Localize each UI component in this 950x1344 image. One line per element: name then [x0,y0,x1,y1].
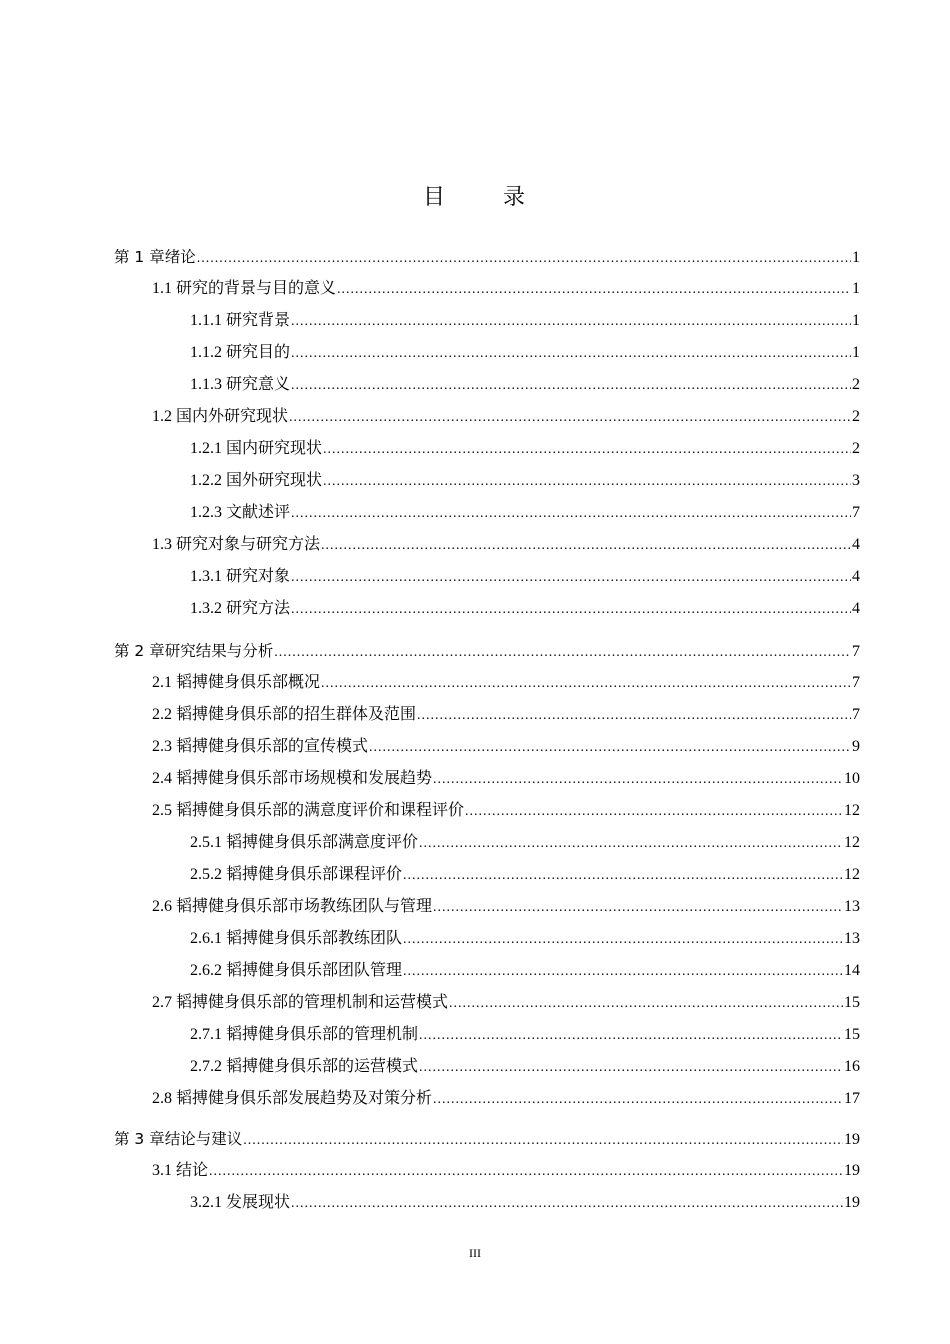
toc-entry-page: 12 [844,866,860,883]
toc-entry-title: 1.3.2 研究方法 [190,600,291,617]
toc-leader-dots [465,801,843,823]
toc-subsection-entry[interactable] [190,832,860,854]
toc-leader-dots [449,993,843,1015]
toc-entry-page: 2 [852,376,860,393]
toc-entry-title: 3.1 结论 [152,1162,209,1179]
toc-leader-dots [433,1089,843,1111]
toc-subsection-entry[interactable] [190,374,860,396]
toc-entry-page: 7 [852,504,860,521]
toc-section-entry[interactable] [152,736,860,758]
toc-entry-title: 1.2.3 文献述评 [190,504,291,521]
toc-section-entry[interactable] [152,406,860,428]
toc-entry-page: 2 [852,408,860,425]
toc-leader-dots [419,1025,843,1047]
toc-entry-title: 2.5 韬搏健身俱乐部的满意度评价和课程评价 [152,802,465,819]
toc-chapter-entry[interactable] [114,246,860,268]
toc-entry-page: 14 [844,962,860,979]
toc-entry-page: 16 [844,1058,860,1075]
toc-entry-page: 7 [852,643,860,660]
toc-entry-page: 10 [844,770,860,787]
toc-leader-dots [321,673,851,695]
toc-entry-page: 15 [844,1026,860,1043]
toc-entry-page: 13 [844,930,860,947]
toc-leader-dots [209,1161,843,1183]
toc-subsection-entry[interactable] [190,310,860,332]
toc-leader-dots [291,503,851,525]
toc-leader-dots [419,1057,843,1079]
toc-entry-page: 7 [852,674,860,691]
toc-section-entry[interactable] [152,278,860,300]
toc-leader-dots [417,705,851,727]
toc-entry-page: 4 [852,568,860,585]
toc-title [0,180,950,211]
toc-leader-dots [289,407,851,429]
toc-section-entry[interactable] [152,896,860,918]
toc-entry-page: 12 [844,802,860,819]
toc-entry-title: 2.2 韬搏健身俱乐部的招生群体及范围 [152,706,417,723]
toc-leader-dots [419,833,843,855]
toc-entry-title: 1.2 国内外研究现状 [152,408,289,425]
toc-entry-title: 3.2.1 发展现状 [190,1194,291,1211]
toc-leader-dots [291,599,851,621]
toc-entry-title: 2.6 韬搏健身俱乐部市场教练团队与管理 [152,898,433,915]
toc-title-char-1: 目 [422,184,447,209]
toc-entry-page: 7 [852,706,860,723]
toc-entry-title: 2.8 韬搏健身俱乐部发展趋势及对策分析 [152,1090,433,1107]
toc-subsection-entry[interactable] [190,438,860,460]
toc-section-entry[interactable] [152,534,860,556]
toc-entry-page: 3 [852,472,860,489]
toc-chapter-entry[interactable] [114,1128,860,1150]
toc-leader-dots [403,929,843,951]
toc-entry-page: 17 [844,1090,860,1107]
toc-subsection-entry[interactable] [190,1024,860,1046]
toc-entry-page: 1 [852,280,860,297]
toc-section-entry[interactable] [152,800,860,822]
toc-section-entry[interactable] [152,1088,860,1110]
toc-leader-dots [291,1193,843,1215]
toc-leader-dots [321,535,851,557]
toc-section-entry[interactable] [152,672,860,694]
toc-subsection-entry[interactable] [190,1192,860,1214]
toc-entry-title: 2.7.2 韬搏健身俱乐部的运营模式 [190,1058,419,1075]
toc-entry-page: 15 [844,994,860,1011]
toc-entry-title: 1.1.2 研究目的 [190,344,291,361]
toc-subsection-entry[interactable] [190,470,860,492]
toc-entry-page: 1 [852,312,860,329]
toc-leader-dots [197,248,851,270]
toc-entry-title: 2.1 韬搏健身俱乐部概况 [152,674,321,691]
toc-subsection-entry[interactable] [190,1056,860,1078]
toc-leader-dots [291,567,851,589]
toc-subsection-entry[interactable] [190,342,860,364]
toc-entry-title: 2.5.2 韬搏健身俱乐部课程评价 [190,866,403,883]
toc-entry-title: 第 1 章绪论 [114,248,196,266]
toc-entry-title: 1.2.2 国外研究现状 [190,472,323,489]
toc-entry-page: 1 [852,344,860,361]
toc-leader-dots [403,865,843,887]
toc-entry-title: 1.1.3 研究意义 [190,376,291,393]
toc-section-entry[interactable] [152,1160,860,1182]
toc-subsection-entry[interactable] [190,566,860,588]
toc-entry-title: 2.7.1 韬搏健身俱乐部的管理机制 [190,1026,419,1043]
toc-entry-page: 9 [852,738,860,755]
toc-leader-dots [291,375,851,397]
toc-entry-page: 19 [844,1162,860,1179]
toc-entry-title: 2.4 韬搏健身俱乐部市场规模和发展趋势 [152,770,433,787]
toc-leader-dots [337,279,851,301]
toc-leader-dots [323,439,851,461]
toc-subsection-entry[interactable] [190,502,860,524]
toc-title-char-2: 录 [503,184,528,209]
toc-section-entry[interactable] [152,992,860,1014]
toc-subsection-entry[interactable] [190,598,860,620]
toc-subsection-entry[interactable] [190,928,860,950]
toc-entry-page: 12 [844,834,860,851]
toc-entry-title: 1.1 研究的背景与目的意义 [152,280,337,297]
toc-entry-title: 第 2 章研究结果与分析 [114,642,274,660]
toc-entry-title: 1.3.1 研究对象 [190,568,291,585]
toc-entry-page: 19 [844,1194,860,1211]
toc-chapter-entry[interactable] [114,640,860,662]
toc-entry-title: 2.5.1 韬搏健身俱乐部满意度评价 [190,834,419,851]
toc-entry-title: 2.3 韬搏健身俱乐部的宣传模式 [152,738,369,755]
toc-entry-title: 1.1.1 研究背景 [190,312,291,329]
toc-entry-title: 2.7 韬搏健身俱乐部的管理机制和运营模式 [152,994,449,1011]
toc-subsection-entry[interactable] [190,864,860,886]
toc-entry-title: 2.6.2 韬搏健身俱乐部团队管理 [190,962,403,979]
page-number: III [469,1246,481,1260]
toc-entry-title: 第 3 章结论与建议 [114,1130,243,1148]
toc-entry-title: 2.6.1 韬搏健身俱乐部教练团队 [190,930,403,947]
toc-leader-dots [403,961,843,983]
toc-leader-dots [291,311,851,333]
toc-leader-dots [323,471,851,493]
toc-entry-page: 4 [852,536,860,553]
toc-leader-dots [433,769,843,791]
toc-entry-page: 1 [852,249,860,266]
toc-entry-title: 1.2.1 国内研究现状 [190,440,323,457]
toc-section-entry[interactable] [152,704,860,726]
toc-leader-dots [369,737,851,759]
toc-subsection-entry[interactable] [190,960,860,982]
toc-section-entry[interactable] [152,768,860,790]
toc-leader-dots [291,343,851,365]
toc-entry-page: 13 [844,898,860,915]
toc-entry-page: 4 [852,600,860,617]
toc-entry-title: 1.3 研究对象与研究方法 [152,536,321,553]
toc-leader-dots [274,642,851,664]
toc-leader-dots [433,897,843,919]
toc-leader-dots [243,1130,843,1152]
toc-entry-page: 19 [844,1131,860,1148]
toc-entry-page: 2 [852,440,860,457]
